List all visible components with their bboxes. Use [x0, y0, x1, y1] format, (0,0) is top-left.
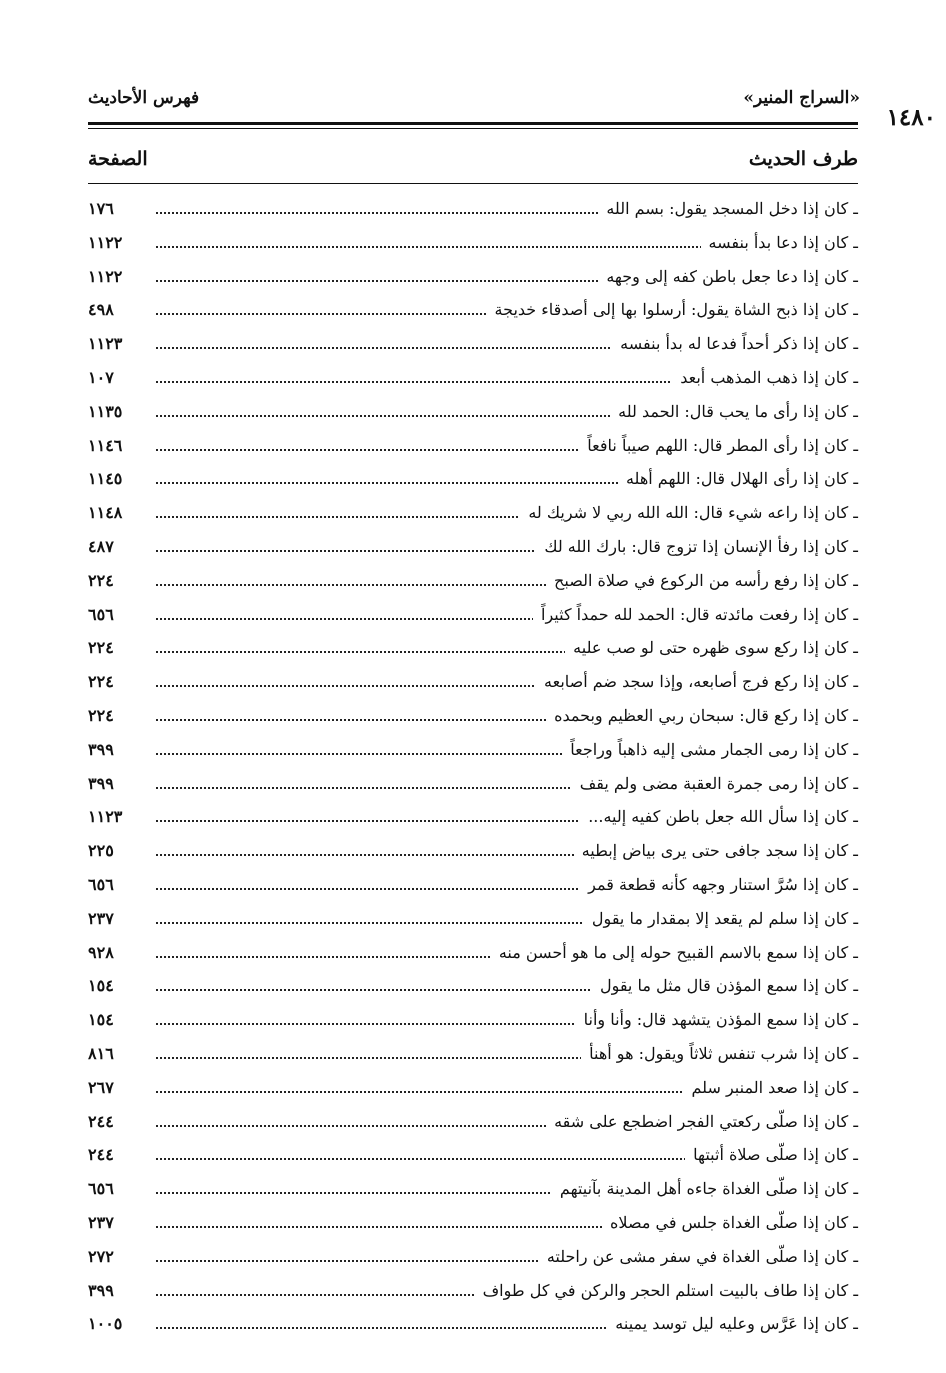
list-item [88, 1003, 858, 1037]
page-ref: ١٥٤ [88, 1010, 114, 1030]
page-ref: ٦٥٦ [88, 604, 114, 624]
page-ref: ٢٣٧ [88, 1212, 114, 1232]
hadith-text: ـ كان إذا ركع فرج أصابعه، وإذا سجد ضم أصابعه [536, 665, 858, 699]
list-item [88, 260, 858, 294]
page-ref: ١٥٤ [88, 976, 114, 996]
page-ref: ٢٤٤ [88, 1145, 114, 1165]
hadith-text: ـ كان إذا رأى المطر قال: اللهم صيباً نافعاً [579, 429, 858, 463]
hadith-text: ـ كان إذا دخل المسجد يقول: بسم الله [598, 192, 858, 226]
list-item [88, 868, 858, 902]
column-header-rule [88, 183, 858, 184]
hadith-text: ـ كان إذا سأل الله جعل باطن كفيه إليه... [580, 800, 858, 834]
hadith-text: ـ كان إذا صلّى ركعتي الفجر اضطجع على شقه [546, 1105, 858, 1139]
list-item [88, 665, 858, 699]
hadith-text: ـ كان إذا سمع المؤذن قال مثل ما يقول [592, 969, 858, 1003]
page-ref: ١٠٠٥ [88, 1314, 123, 1334]
page-ref: ١١٢٢ [88, 266, 123, 286]
hadith-text: ـ كان إذا سلم لم يقعد إلا بمقدار ما يقول [584, 902, 858, 936]
page-ref: ١١٤٦ [88, 435, 123, 455]
hadith-text: ـ كان إذا صلّى صلاة أثبتها [685, 1138, 858, 1172]
page-ref: ٢٢٤ [88, 672, 114, 692]
list-item [88, 226, 858, 260]
page-ref: ١١٣٥ [88, 401, 123, 421]
hadith-text: ـ كان إذا ركع سوى ظهره حتى لو صب عليه [565, 631, 858, 665]
list-item [88, 631, 858, 665]
list-item [88, 1037, 858, 1071]
hadith-text: ـ كان إذا صلّى الغداة في سفر مشى عن راحلته [539, 1240, 858, 1274]
hadith-text: ـ كان إذا عَرَّس وعليه ليل توسد يمينه [607, 1307, 858, 1341]
page-ref: ١٧٦ [88, 199, 114, 218]
page-ref: ١١٢٢ [88, 232, 123, 252]
list-item [88, 767, 858, 801]
list-item [88, 293, 858, 327]
hadith-text: ـ كان إذا دعا جعل باطن كفه إلى وجهه [598, 260, 858, 294]
hadith-text: ـ كان إذا رأى ما يحب قال: الحمد لله [610, 395, 858, 429]
page-ref: ١٠٧ [88, 367, 114, 387]
hadith-text: ـ كان إذا ذبح الشاة يقول: أرسلوا بها إلى أصدقاء خديجة [487, 293, 858, 327]
page-ref: ٢٢٤ [88, 705, 114, 725]
column-headers [88, 148, 858, 176]
list-item [88, 1274, 858, 1308]
list-item [88, 1240, 858, 1274]
column-header-page: الصفحة [88, 148, 148, 170]
list-item [88, 699, 858, 733]
page-ref: ٣٩٩ [88, 1280, 114, 1300]
header-rule-thick [88, 122, 858, 125]
hadith-index-list [88, 192, 858, 1341]
hadith-text: ـ كان إذا رمى جمرة العقبة مضى ولم يقف [572, 767, 858, 801]
page-ref: ٨١٦ [88, 1043, 114, 1063]
list-item [88, 1105, 858, 1139]
hadith-text: ـ كان إذا شرب تنفس ثلاثاً ويقول: هو أهنأ [581, 1037, 858, 1071]
hadith-text: ـ كان إذا رأى الهلال قال: اللهم أهله [618, 462, 858, 496]
page-ref: ٩٢٨ [88, 942, 114, 962]
list-item [88, 1206, 858, 1240]
list-item [88, 1307, 858, 1341]
list-item [88, 429, 858, 463]
book-title: «السراج المنير» [743, 88, 860, 108]
list-item [88, 1071, 858, 1105]
list-item [88, 598, 858, 632]
page-ref: ١١٢٣ [88, 334, 123, 354]
hadith-text: ـ كان إذا ذكر أحداً فدعا له بدأ بنفسه [612, 327, 858, 361]
hadith-text: ـ كان إذا سمع المؤذن يتشهد قال: وأنا وأنا [576, 1003, 858, 1037]
hadith-text: ـ كان إذا طاف بالبيت استلم الحجر والركن في كل طواف [475, 1274, 858, 1308]
list-item [88, 936, 858, 970]
hadith-text: ـ كان إذا صلّى الغداة جاءه أهل المدينة بآنيتهم [552, 1172, 858, 1206]
page-ref: ٢٢٥ [88, 841, 114, 861]
list-item [88, 395, 858, 429]
page-ref: ٤٩٨ [88, 300, 114, 320]
page-number: ١٤٨٠ [886, 104, 936, 131]
header-rule-thin [88, 128, 858, 129]
page-ref: ٦٥٦ [88, 1179, 114, 1199]
hadith-text: ـ كان إذا سُرَّ استنار وجهه كأنه قطعة قمر [580, 868, 858, 902]
hadith-text: ـ كان إذا صلّى الغداة جلس في مصلاه [602, 1206, 858, 1240]
hadith-text: ـ كان إذا راعه شيء قال: الله الله ربي لا شريك له [520, 496, 858, 530]
hadith-text: ـ كان إذا ركع قال: سبحان ربي العظيم وبحمده [546, 699, 858, 733]
page-ref: ٢٦٧ [88, 1077, 114, 1097]
page-ref: ٢٢٤ [88, 638, 114, 658]
page-ref: ٣٩٩ [88, 773, 114, 793]
list-item [88, 733, 858, 767]
list-item [88, 327, 858, 361]
page-ref: ١١٤٥ [88, 469, 123, 489]
list-item [88, 969, 858, 1003]
hadith-text: ـ كان إذا سمع بالاسم القبيح حوله إلى ما هو أحسن منه [491, 936, 858, 970]
section-title: فهرس الأحاديث [88, 88, 200, 108]
column-header-hadith: طرف الحديث [748, 148, 858, 170]
list-item [88, 1138, 858, 1172]
page-ref: ٢٧٢ [88, 1246, 114, 1266]
list-item [88, 192, 858, 226]
page-ref: ٦٥٦ [88, 874, 114, 894]
page-ref: ١١٢٣ [88, 807, 123, 827]
hadith-text: ـ كان إذا دعا بدأ بنفسه [701, 226, 858, 260]
list-item [88, 361, 858, 395]
list-item [88, 496, 858, 530]
hadith-text: ـ كان إذا ذهب المذهب أبعد [672, 361, 858, 395]
hadith-text: ـ كان إذا صعد المنبر سلم [684, 1071, 858, 1105]
page-ref: ٢٤٤ [88, 1111, 114, 1131]
page-ref: ٢٣٧ [88, 908, 114, 928]
list-item [88, 1172, 858, 1206]
page-ref: ٤٨٧ [88, 536, 114, 556]
list-item [88, 530, 858, 564]
list-item [88, 834, 858, 868]
list-item [88, 800, 858, 834]
hadith-text: ـ كان إذا رفع رأسه من الركوع في صلاة الصبح [546, 564, 858, 598]
page-ref: ٢٢٤ [88, 570, 114, 590]
list-item [88, 564, 858, 598]
hadith-text: ـ كان إذا سجد جافى حتى يرى بياض إبطيه [574, 834, 858, 868]
running-head [88, 86, 936, 131]
list-item [88, 902, 858, 936]
list-item [88, 462, 858, 496]
page-ref: ١١٤٨ [88, 503, 123, 523]
hadith-text: ـ كان إذا رفأ الإنسان إذا تزوج قال: بارك الله لك [536, 530, 858, 564]
hadith-text: ـ كان إذا رفعت مائدته قال: الحمد لله حمداً كثيراً [533, 598, 858, 632]
page-ref: ٣٩٩ [88, 739, 114, 759]
hadith-text: ـ كان إذا رمى الجمار مشى إليه ذاهباً وراجعاً [562, 733, 858, 767]
